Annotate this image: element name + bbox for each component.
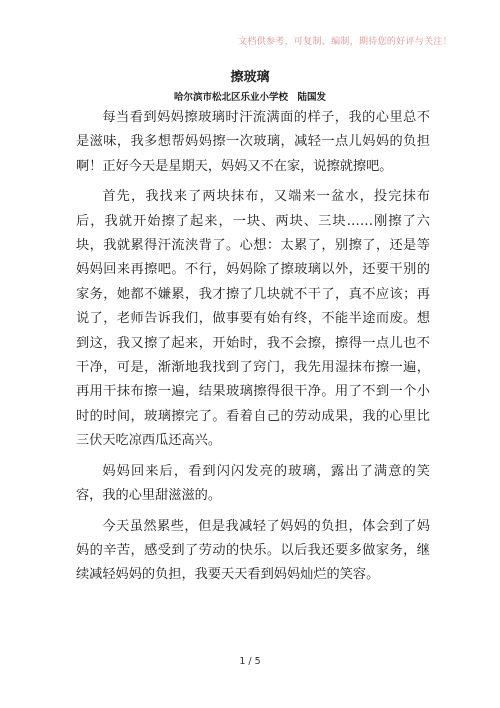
article-body [76,106,430,594]
paragraph: 每当看到妈妈擦玻璃时汗流满面的样子，我的心里总不是滋味，我多想帮妈妈擦一次玻璃，减轻一点儿妈妈的负担啊！正好今天是星期天，妈妈又不在家，说擦就擦吧。 [76,110,430,174]
author-byline: 哈尔滨市松北区乐业小学校 陆国发 [173,92,326,103]
article-title: 擦玻璃 [230,70,270,85]
paragraph: 妈妈回来后，看到闪闪发亮的玻璃，露出了满意的笑容，我的心里甜滋滋的。 [76,463,430,504]
page-number: 1 / 5 [239,656,261,667]
paragraph: 首先，我找来了两块抹布，又端来一盆水，投完抹布后，我就开始擦了起来，一块、两块、三块……刚擦了六块，我就累得汗流浃背了。心想：太累了，别擦了，还是等妈妈回来再擦吧。不行，妈妈除了擦玻璃以外，还要干别的家务，她都不嫌累，我才擦了几块就不干了，真不应该；再说了，老师告诉我们，做事要有始有终，不能半途而废。想到这，我又擦了起来，开始时，我不会擦，擦得一点儿也不干净，可是，渐渐地我找到了窍门，我先用湿抹布擦一遍，再用干抹布擦一遍，结果玻璃擦得很干净。用了不到一个小时的时间，玻璃擦完了。看着自己的劳动成果，我的心里比三伏天吃凉西瓜还高兴。 [76,189,430,449]
watermark-notice: 文档供参考，可复制、编制，期待您的好评与关注！ [238,37,452,47]
paragraph: 今天虽然累些，但是我减轻了妈妈的负担，体会到了妈妈的辛苦，感受到了劳动的快乐。以后我还要多做家务，继续减轻妈妈的负担，我要天天看到妈妈灿烂的笑容。 [76,518,430,583]
